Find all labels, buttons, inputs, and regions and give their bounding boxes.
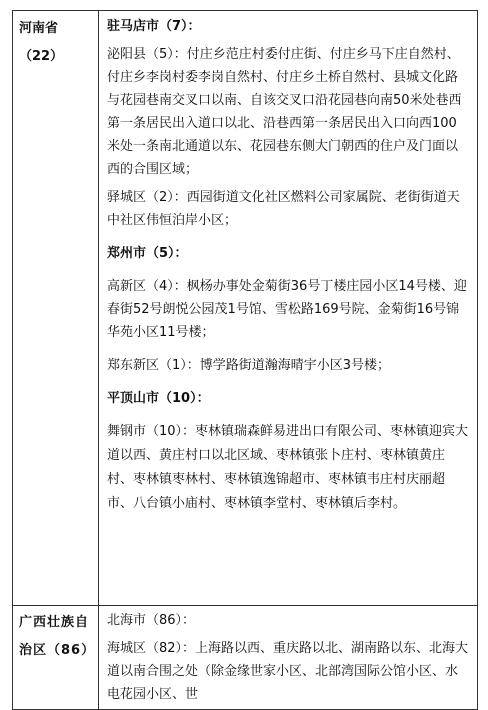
province-henan: 河南省（22） [19, 21, 64, 64]
district-gaoxin: 高新区（4）：枫杨办事处金菊街36号丁楼庄园小区14号楼、迎春街52号朗悦公园茂1号馆、雪松路169号院、金菊街16号锦华苑小区11号楼； [107, 279, 467, 340]
province-guangxi: 广西壮族自治区（86） [19, 615, 96, 658]
content-table [12, 10, 478, 710]
district-wugang: 舞钢市（10）：枣林镇瑞森鲜易进出口有限公司、枣林镇迎宾大道以西、黄庄村口以北区域、枣林镇张卜庄村、枣林镇黄庄村、枣林镇枣林村、枣林镇逸锦超市、枣林镇韦庄村庆丽超市、八台镇小庙村、枣林镇李堂村、枣林镇后李村。 [107, 424, 469, 511]
district-zhengdong: 郑东新区（1）：博学路街道瀚海晴宇小区3号楼； [107, 358, 391, 373]
district-haicheng: 海城区（82）：上海路以西、重庆路以北、湖南路以东、北海大道以南合围之处（除金缘世家小区、北部湾国际公馆小区、水电花园小区、世 [107, 641, 469, 702]
guangxi-details [107, 609, 469, 706]
city-zhumadian: 驻马店市（7）： [107, 19, 201, 34]
district-biyang: 泌阳县（5）：付庄乡范庄村委付庄街、付庄乡马下庄自然村、付庄乡李岗村委李岗自然村、付庄乡土桥自然村、县城文化路与花园巷南交叉口以南、自该交叉口沿花园巷向南50米处巷西第一条居民出入道口以北、沿巷西第一条居民出入口向西100米处一条南北通道以东、花园巷东侧大门朝西的住户及门面以西的合围区域； [107, 47, 462, 177]
city-beihai: 北海市（86）： [107, 613, 196, 628]
row-divider [13, 605, 477, 606]
city-pingdingshan: 平顶山市（10）： [107, 391, 210, 406]
henan-details [107, 15, 469, 516]
district-yicheng: 驿城区（2）：西园街道文化社区燃料公司家属院、老街街道天中社区伟恒泊岸小区； [107, 190, 460, 228]
city-zhengzhou: 郑州市（5）： [107, 246, 188, 261]
